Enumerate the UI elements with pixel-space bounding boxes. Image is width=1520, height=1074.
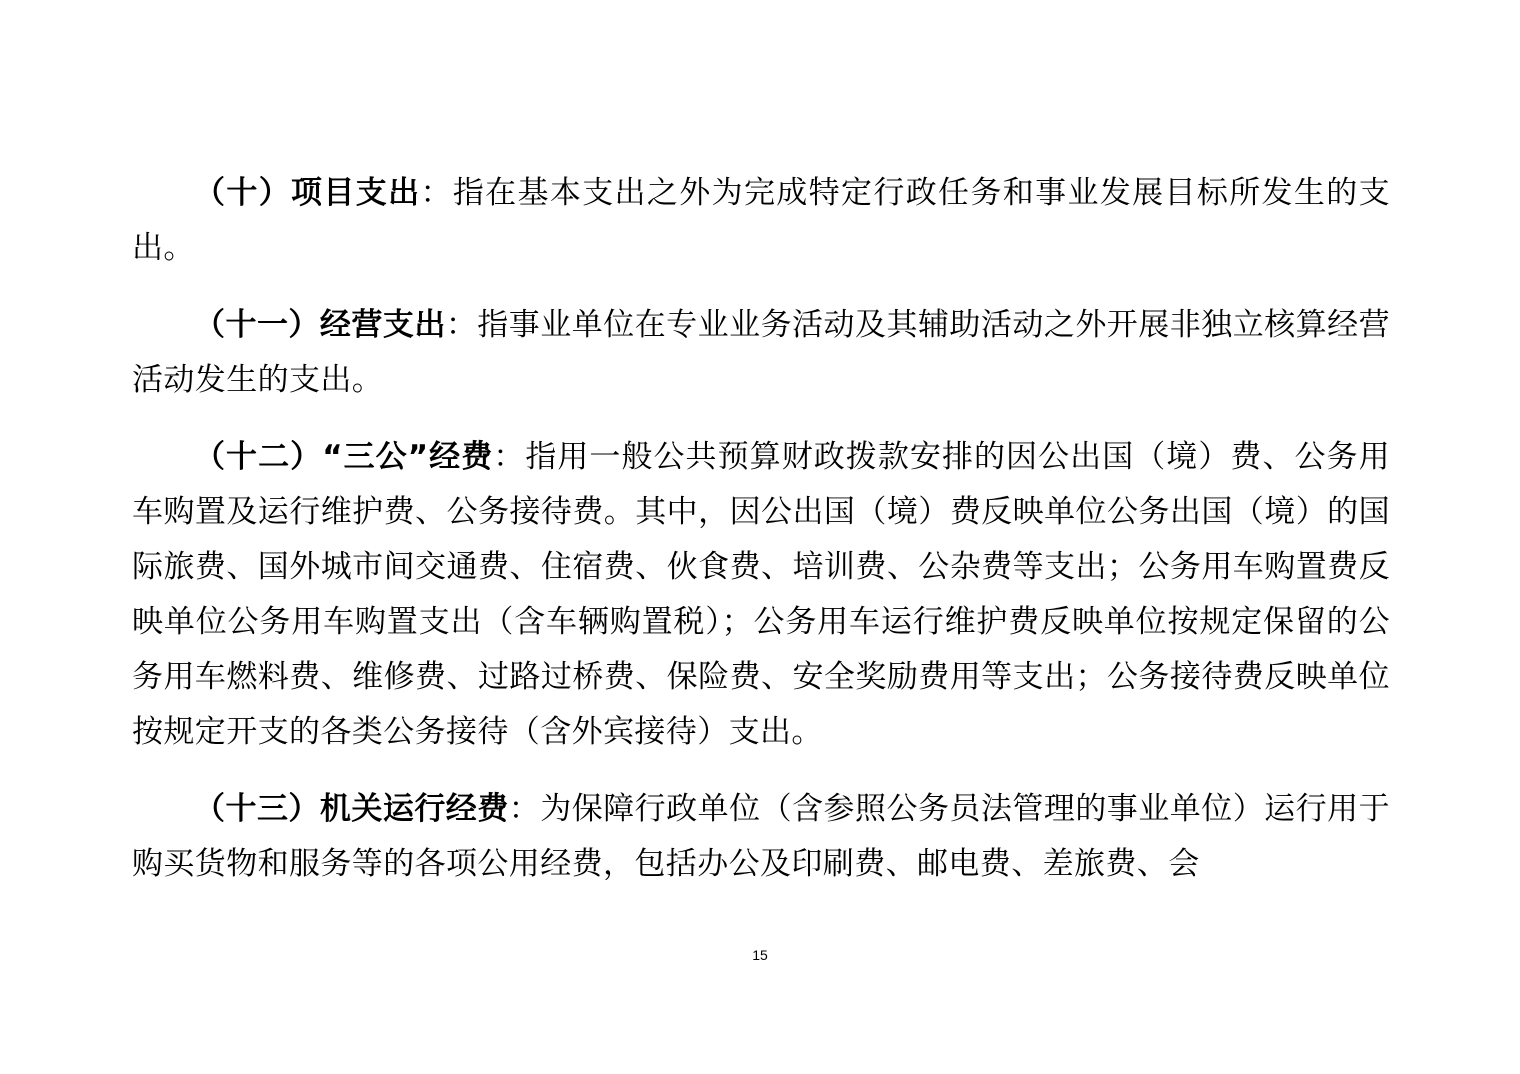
term-heading: （十二）“三公”经费 [194, 439, 494, 475]
term-colon: ： [420, 175, 453, 211]
paragraph-text: 为保障行政单位（含参照公务员法管理的事业单位）运行用于购买货物和服务等的各项公用经费，包括办公及印刷费、邮电费、差旅费、会 [132, 791, 1391, 882]
paragraph-text: 指用一般公共预算财政拨款安排的因公出国（境）费、公务用车购置及运行维护费、公务接待费。其中，因公出国（境）费反映单位公务出国（境）的国际旅费、国外城市间交通费、住宿费、伙食费、培训费、公杂费等支出；公务用车购置费反映单位公务用车购置支出（含车辆购置税）；公务用车运行维护费反映单位按规定保留的公务用车燃料费、维修费、过路过桥费、保险费、安全奖励费用等支出；公务接待费反映单位按规定开支的各类公务接待（含外宾接待）支出。 [132, 439, 1390, 750]
paragraph-project-expenditure [132, 166, 1390, 276]
document-body [132, 166, 1390, 914]
page-number: 15 [752, 947, 768, 963]
paragraph-agency-operating-funds [132, 782, 1390, 892]
term-colon: ： [493, 439, 526, 475]
paragraph-text: 指事业单位在专业业务活动及其辅助活动之外开展非独立核算经营活动发生的支出。 [132, 307, 1390, 398]
term-heading: （十）项目支出 [194, 175, 421, 211]
paragraph-text: 指在基本支出之外为完成特定行政任务和事业发展目标所发生的支出。 [132, 175, 1390, 266]
paragraph-operating-expenditure [132, 298, 1390, 408]
term-heading: （十一）经营支出 [194, 307, 446, 343]
term-colon: ： [508, 791, 541, 827]
paragraph-three-public-expenses [132, 430, 1390, 760]
term-heading: （十三）机关运行经费 [194, 791, 509, 827]
term-colon: ： [445, 307, 478, 343]
